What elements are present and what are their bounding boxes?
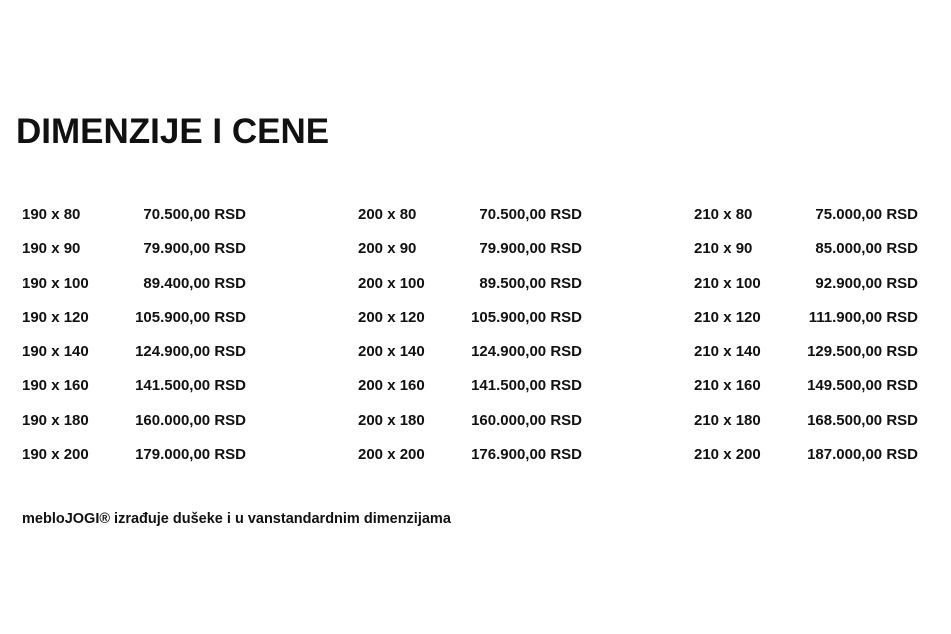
price-row bbox=[22, 200, 246, 234]
price-value: 89.500,00 RSD bbox=[479, 274, 582, 292]
dimension-label: 200 x 80 bbox=[358, 206, 417, 223]
price-row bbox=[358, 440, 582, 474]
dimension-label: 210 x 80 bbox=[694, 206, 753, 223]
price-row bbox=[22, 337, 246, 371]
dimension-label: 190 x 120 bbox=[22, 308, 89, 326]
price-value: 111.900,00 RSD bbox=[808, 308, 918, 326]
price-row bbox=[358, 371, 582, 405]
price-row bbox=[22, 406, 246, 440]
price-row bbox=[694, 234, 918, 268]
dimension-label: 190 x 180 bbox=[22, 411, 89, 429]
price-value: 105.900,00 RSD bbox=[471, 308, 582, 326]
dimension-label: 200 x 120 bbox=[358, 308, 425, 326]
price-value: 79.900,00 RSD bbox=[479, 240, 582, 258]
dimension-label: 190 x 90 bbox=[22, 240, 81, 258]
dimension-label: 200 x 160 bbox=[358, 377, 425, 395]
price-value: 70.500,00 RSD bbox=[479, 206, 582, 223]
dimension-label: 190 x 100 bbox=[22, 274, 89, 292]
dimension-label: 210 x 200 bbox=[694, 446, 761, 464]
price-row bbox=[694, 269, 918, 303]
price-row bbox=[358, 303, 582, 337]
price-value: 141.500,00 RSD bbox=[135, 377, 246, 395]
price-row bbox=[694, 303, 918, 337]
price-row bbox=[358, 234, 582, 268]
page-title: DIMENZIJE I CENE bbox=[16, 112, 330, 151]
price-row bbox=[694, 371, 918, 405]
dimension-label: 200 x 140 bbox=[358, 343, 425, 361]
price-row bbox=[22, 371, 246, 405]
dimension-label: 210 x 100 bbox=[694, 274, 761, 292]
price-value: 141.500,00 RSD bbox=[471, 377, 582, 395]
price-row bbox=[358, 269, 582, 303]
price-row bbox=[22, 234, 246, 268]
price-row bbox=[694, 440, 918, 474]
dimension-label: 190 x 80 bbox=[22, 206, 81, 223]
dimension-label: 190 x 200 bbox=[22, 446, 89, 464]
price-value: 168.500,00 RSD bbox=[807, 411, 918, 429]
dimension-label: 210 x 120 bbox=[694, 308, 761, 326]
dimension-label: 190 x 140 bbox=[22, 343, 89, 361]
dimension-label: 190 x 160 bbox=[22, 377, 89, 395]
price-column-210 bbox=[694, 200, 918, 474]
dimension-label: 210 x 160 bbox=[694, 377, 761, 395]
price-row bbox=[358, 337, 582, 371]
price-column-190 bbox=[22, 200, 246, 474]
price-value: 160.000,00 RSD bbox=[471, 411, 582, 429]
price-value: 70.500,00 RSD bbox=[143, 206, 246, 223]
price-row bbox=[358, 200, 582, 234]
dimension-label: 200 x 90 bbox=[358, 240, 417, 258]
dimension-label: 200 x 180 bbox=[358, 411, 425, 429]
price-value: 124.900,00 RSD bbox=[135, 343, 246, 361]
price-row bbox=[694, 200, 918, 234]
price-value: 85.000,00 RSD bbox=[815, 240, 918, 258]
price-value: 187.000,00 RSD bbox=[807, 446, 918, 464]
price-row bbox=[694, 406, 918, 440]
price-value: 149.500,00 RSD bbox=[807, 377, 918, 395]
price-value: 105.900,00 RSD bbox=[135, 308, 246, 326]
price-value: 176.900,00 RSD bbox=[471, 446, 582, 464]
dimension-label: 210 x 140 bbox=[694, 343, 761, 361]
price-value: 92.900,00 RSD bbox=[815, 274, 918, 292]
price-value: 124.900,00 RSD bbox=[471, 343, 582, 361]
dimension-label: 210 x 90 bbox=[694, 240, 753, 258]
price-value: 89.400,00 RSD bbox=[143, 274, 246, 292]
price-value: 129.500,00 RSD bbox=[807, 343, 918, 361]
dimension-label: 200 x 200 bbox=[358, 446, 425, 464]
price-value: 160.000,00 RSD bbox=[135, 411, 246, 429]
price-value: 79.900,00 RSD bbox=[143, 240, 246, 258]
price-row bbox=[22, 303, 246, 337]
price-column-200 bbox=[358, 200, 582, 474]
price-row bbox=[358, 406, 582, 440]
price-row bbox=[22, 440, 246, 474]
price-value: 75.000,00 RSD bbox=[815, 206, 918, 223]
dimension-label: 210 x 180 bbox=[694, 411, 761, 429]
price-value: 179.000,00 RSD bbox=[135, 446, 246, 464]
dimension-label: 200 x 100 bbox=[358, 274, 425, 292]
price-row bbox=[694, 337, 918, 371]
custom-dimensions-note: mebloJOGI® izrađuje dušeke i u vanstandardnim dimenzijama bbox=[22, 510, 451, 527]
price-row bbox=[22, 269, 246, 303]
